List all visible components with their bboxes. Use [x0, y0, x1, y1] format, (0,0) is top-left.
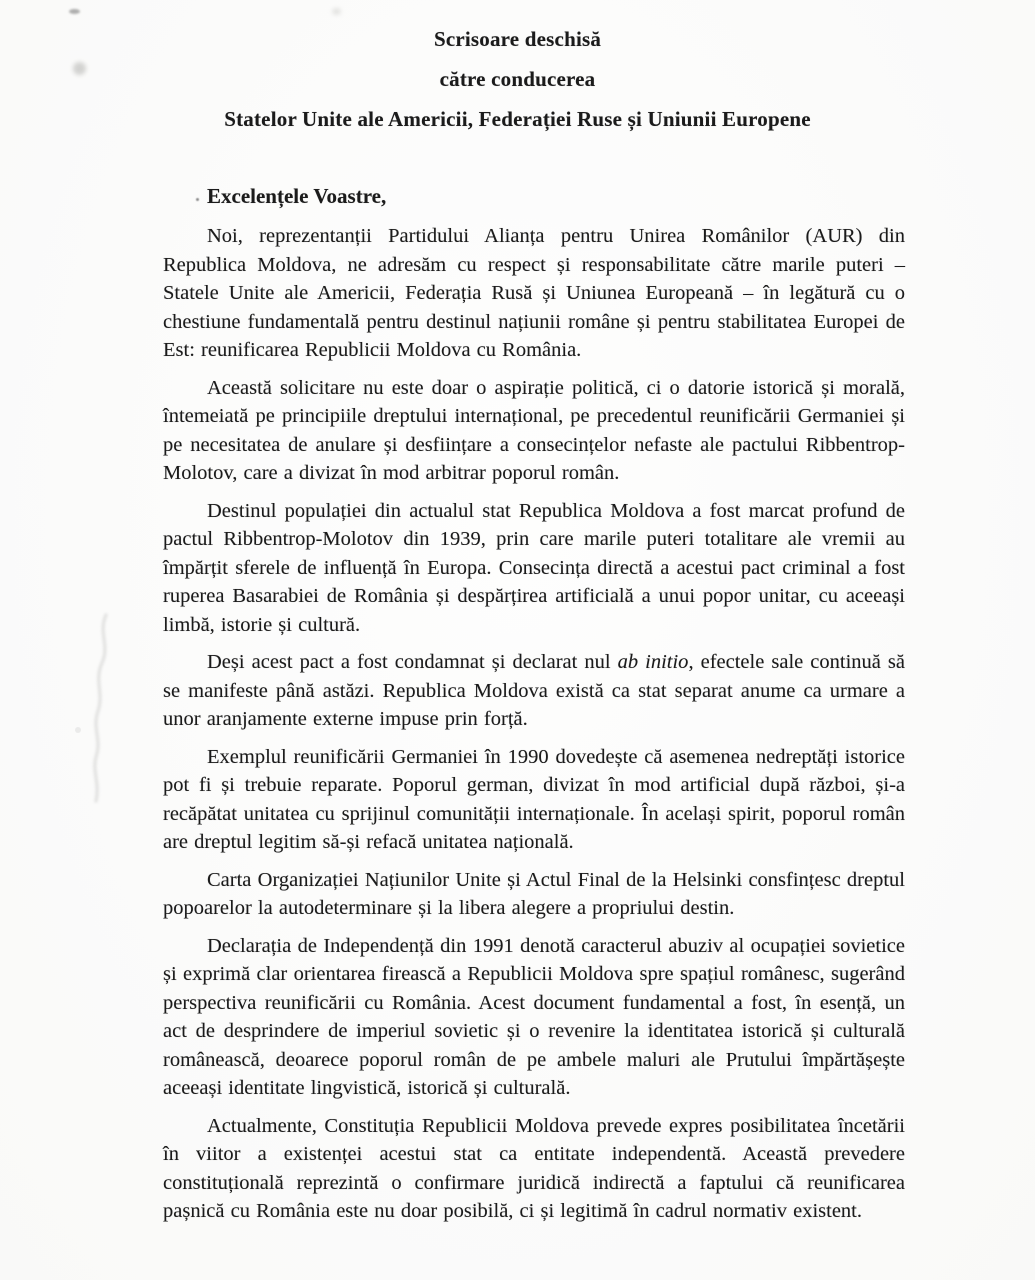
paragraph: [163, 497, 905, 640]
paragraph-run: Exemplul reunificării Germaniei în 1990 dovedește că asemenea nedreptăți istorice pot fi și trebuie reparate. Poporul german, divizat în mod artificial după război, și-a recăpătat unitatea cu sprijinul comunității internaționale. În același spirit, poporul român are dreptul legitim să-și refacă unitatea națională.: [163, 745, 905, 853]
title-line-1: Scrisoare deschisă: [433, 27, 602, 51]
salutation: [163, 182, 905, 210]
paragraph: [163, 743, 905, 857]
paragraph: [163, 1112, 905, 1226]
paragraph-run: Această solicitare nu este doar o aspirație politică, ci o datorie istorică și morală, întemeiată pe principiile dreptului internațional, pe precedentul reunificării Germaniei și pe necesitatea de anulare și desființare a consecințelor nefaste ale pactului Ribbentrop-Molotov, care a divizat în mod arbitrar poporul român.: [163, 376, 905, 484]
paragraph-run: Noi, reprezentanții Partidului Alianța pentru Unirea Românilor (AUR) din Republica Moldova, ne adresăm cu respect și responsabilitate către marile puteri – Statele Unite ale Americii, Federația Rusă și Uniunea Europeană – în legătură cu o chestiune fundamentală pentru destinul națiunii române și pentru stabilitatea Europei de Est: reunificarea Republicii Moldova cu România.: [163, 225, 905, 361]
title-line-3: Statelor Unite ale Americii, Federației Ruse și Uniunii Europene: [224, 107, 811, 131]
paragraph-run: Declarația de Independență din 1991 denotă caracterul abuziv al ocupației sovietice și exprimă clar orientarea firească a Republicii Moldova spre spațiul românesc, sugerând perspectiva reunificării cu România. Acest document fundamental a fost, în esență, un act de desprindere de imperiul sovietic și o revenire la identitatea istorică și culturală românească, deoarece poporul român de pe ambele maluri ale Prutului împărtășește aceeași identitate lingvistică, istorică și culturală.: [163, 934, 905, 1099]
title-line-2: către conducerea: [439, 67, 596, 91]
paragraph-run: Destinul populației din actualul stat Republica Moldova a fost marcat profund de pactul Ribbentrop-Molotov din 1939, prin care marile puteri totalitare ale vremii au împărțit sferele de influență în Europa. Consecința directă a acestui pact criminal a fost ruperea Basarabiei de România și despărțirea artificială a unui popor unitar, cu aceeași limbă, istorie și cultură.: [163, 499, 905, 636]
letter-heading: [0, 0, 1035, 139]
paragraph-run: Actualmente, Constituția Republicii Moldova prevede expres posibilitatea încetării în viitor a existenței acestui stat ca entitate independentă. Această prevedere constituțională reprezintă o confirmare juridică indirectă a faptului că reunificarea pașnică cu România este nu doar posibilă, ci și legitimă în cadrul normativ existent.: [163, 1114, 905, 1222]
paragraph-run: Deși acest pact a fost condamnat și declarat nul: [207, 651, 618, 673]
paragraph-run-italic: ab initio: [617, 651, 689, 673]
paragraph: [163, 932, 905, 1103]
paragraph: [163, 866, 905, 923]
letter-body: [163, 222, 905, 1226]
letter-content: [163, 182, 905, 1226]
paragraph: [163, 374, 905, 488]
salutation-text: Excelențele Voastre,: [207, 184, 387, 208]
paragraph: [163, 222, 905, 365]
paragraph-run: , efectele sale continuă să se manifeste până astăzi. Republica Moldova există ca stat separat anume ca urmare a unor aranjamente externe impuse prin forță.: [163, 651, 905, 730]
scan-dot-icon: [196, 198, 199, 201]
scan-smudge-icon: [60, 605, 140, 825]
paragraph-run: Carta Organizației Națiunilor Unite și Actul Final de la Helsinki consfințesc dreptul popoarelor la autodeterminare și la libera alegere a propriului destin.: [163, 868, 905, 919]
paragraph: [163, 648, 905, 734]
